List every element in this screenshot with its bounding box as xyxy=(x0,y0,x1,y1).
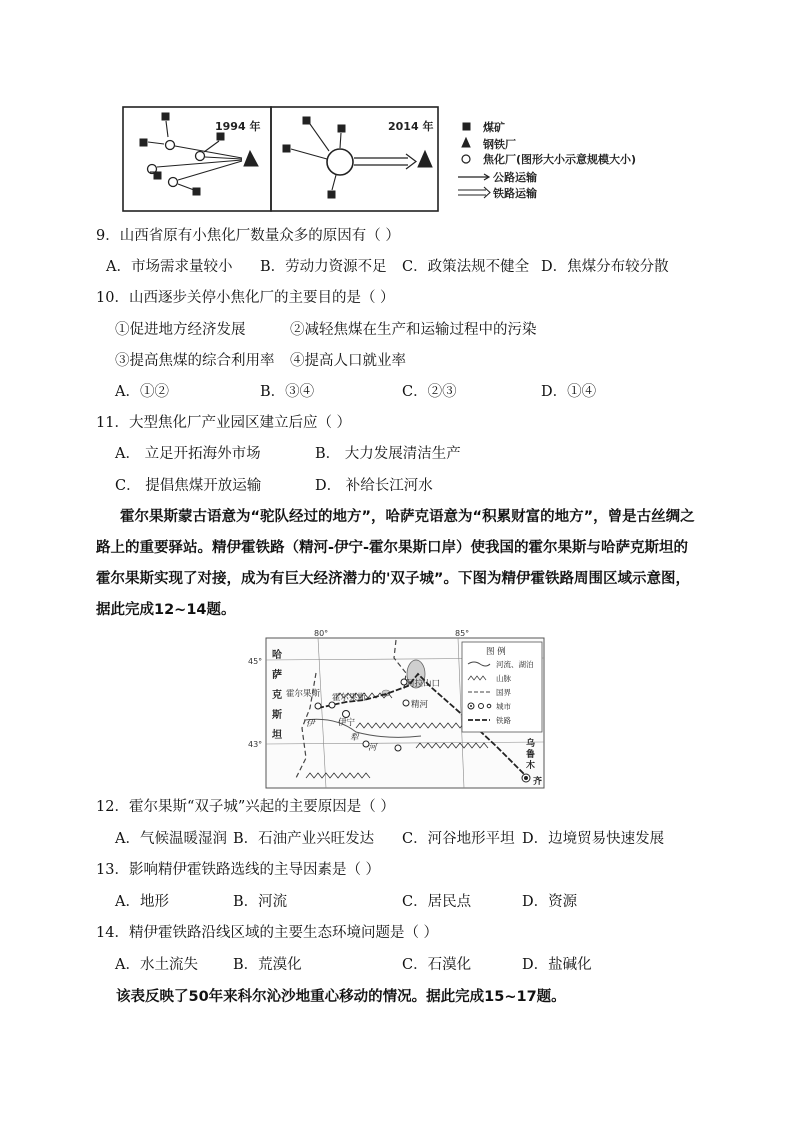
q14-option-d[interactable]: D．盐碱化 xyxy=(522,957,592,973)
q11-stem: 11．大型焦化厂产业园区建立后应（ ） xyxy=(96,415,352,431)
q12-stem: 12．霍尔果斯“双子城”兴起的主要原因是（ ） xyxy=(96,799,395,815)
svg-text:国界: 国界 xyxy=(496,688,511,697)
svg-text:木: 木 xyxy=(526,761,536,771)
steel-plant-icon xyxy=(244,151,258,166)
city-horgos-kz xyxy=(315,703,321,709)
q9-stem: 9．山西省原有小焦化厂数量众多的原因有（ ） xyxy=(96,228,400,244)
q11-option-c[interactable]: C． 提倡焦煤开放运输 xyxy=(115,478,262,494)
panel1-year: 1994 年 xyxy=(215,120,261,133)
legend-road: 公路运输 xyxy=(493,171,537,184)
q10-option-c[interactable]: C．②③ xyxy=(402,384,457,400)
q10-option-d[interactable]: D．①④ xyxy=(541,384,597,400)
legend-coking: 焦化厂(图形大小示意规模大小) xyxy=(483,153,637,166)
svg-text:鲁: 鲁 xyxy=(526,750,536,760)
svg-text:萨: 萨 xyxy=(272,670,282,681)
svg-text:齐: 齐 xyxy=(533,777,543,787)
coal-mine-icon xyxy=(193,188,200,195)
legend-rail: 铁路运输 xyxy=(493,187,537,200)
q14-option-c[interactable]: C．石漠化 xyxy=(402,957,472,973)
panel2-year: 2014 年 xyxy=(388,120,434,133)
q13-option-d[interactable]: D．资源 xyxy=(522,894,578,910)
svg-text:山脉: 山脉 xyxy=(496,674,511,683)
q9-option-d[interactable]: D．焦煤分布较分散 xyxy=(541,259,669,275)
svg-text:哈: 哈 xyxy=(272,650,282,661)
steel-plant-icon xyxy=(418,151,432,167)
q12-option-b[interactable]: B．石油产业兴旺发达 xyxy=(233,831,375,847)
q12-option-d[interactable]: D．边境贸易快速发展 xyxy=(522,831,665,847)
q11-option-a[interactable]: A． 立足开拓海外市场 xyxy=(115,446,261,462)
q10-option-a[interactable]: A．①② xyxy=(115,384,169,400)
legend-coal: 煤矿 xyxy=(483,121,505,134)
svg-text:河流、湖泊: 河流、湖泊 xyxy=(496,660,534,669)
lat-45: 45° xyxy=(248,657,263,666)
coking-plant-icon xyxy=(327,149,353,175)
svg-text:坦: 坦 xyxy=(272,730,282,741)
svg-text:铁路: 铁路 xyxy=(496,716,511,725)
q13-option-b[interactable]: B．河流 xyxy=(233,894,288,910)
map-legend xyxy=(462,642,542,732)
q12-option-c[interactable]: C．河谷地形平坦 xyxy=(402,831,515,847)
q11-option-b[interactable]: B． 大力发展清洁生产 xyxy=(315,446,461,462)
legend-steel: 钢铁厂 xyxy=(483,138,516,151)
svg-text:乌: 乌 xyxy=(526,739,536,749)
svg-text:斯: 斯 xyxy=(272,710,282,721)
passage-horgos: 霍尔果斯蒙古语意为“驼队经过的地方”，哈萨克语意为“积累财富的地方”，曾是古丝绸之路上的重要驿站。精伊霍铁路（精河-伊宁-霍尔果斯口岸）使我国的霍尔果斯与哈萨克斯坦的霍尔果斯实现了对接，成为有巨大经济潜力的'双子城”。下图为精伊霍铁路周围区域示意图，据此完成12~14题。 xyxy=(96,509,695,618)
q10-item-1: ①促进地方经济发展 xyxy=(115,322,246,338)
coal-mine-icon xyxy=(463,123,470,130)
q10-item-4: ④提高人口就业率 xyxy=(290,353,406,369)
q12-option-a[interactable]: A．气候温暖湿润 xyxy=(115,831,227,847)
q14-option-b[interactable]: B．荒漠化 xyxy=(233,957,302,973)
lon-85: 85° xyxy=(455,629,470,638)
q13-option-a[interactable]: A．地形 xyxy=(115,894,169,910)
coal-mine-icon xyxy=(162,113,169,120)
label-yining: 伊宁 xyxy=(338,718,356,728)
coking-diagram xyxy=(118,104,688,216)
label-river-yi: 伊 xyxy=(306,719,315,729)
label-jinghe: 精河 xyxy=(411,700,429,710)
passage-horqin: 该表反映了50年来科尔沁沙地重心移动的情况。据此完成15~17题。 xyxy=(116,989,566,1005)
coking-plant-icon xyxy=(196,152,205,161)
q10-stem: 10．山西逐步关停小焦化厂的主要目的是（ ） xyxy=(96,290,395,306)
label-horgos-kz: 霍尔果斯 xyxy=(286,689,321,699)
coal-mine-icon xyxy=(217,133,224,140)
q10-option-b[interactable]: B．③④ xyxy=(260,384,315,400)
q9-option-b[interactable]: B．劳动力资源不足 xyxy=(260,259,387,275)
coking-plant-icon xyxy=(166,141,175,150)
coal-mine-icon xyxy=(338,125,345,132)
label-river-li: 犁 xyxy=(350,733,359,743)
coal-mine-icon xyxy=(328,191,335,198)
lon-80: 80° xyxy=(314,629,329,638)
label-river-he: 河 xyxy=(368,743,377,753)
q13-stem: 13．影响精伊霍铁路选线的主导因素是（ ） xyxy=(96,862,381,878)
label-horgos-cn: 霍尔果斯 xyxy=(332,693,367,703)
q13-option-c[interactable]: C．居民点 xyxy=(402,894,472,910)
coal-mine-icon xyxy=(140,139,147,146)
q10-item-2: ②减轻焦煤在生产和运输过程中的污染 xyxy=(290,322,537,338)
q14-stem: 14．精伊霍铁路沿线区域的主要生态环境问题是（ ） xyxy=(96,925,439,941)
railway-map xyxy=(246,628,546,790)
q10-item-3: ③提高焦煤的综合利用率 xyxy=(115,353,275,369)
svg-text:克: 克 xyxy=(272,690,282,701)
svg-text:城市: 城市 xyxy=(496,702,511,711)
coking-plant-icon xyxy=(462,155,470,163)
q9-option-c[interactable]: C．政策法规不健全 xyxy=(402,259,530,275)
label-alashankou: 阿拉山口 xyxy=(406,679,441,689)
steel-plant-icon xyxy=(462,138,470,147)
q14-option-a[interactable]: A．水土流失 xyxy=(115,957,198,973)
city-jinghe xyxy=(403,700,409,706)
rail-arrow xyxy=(354,154,416,169)
q9-option-a[interactable]: A．市场需求量较小 xyxy=(106,259,233,275)
q11-option-d[interactable]: D． 补给长江河水 xyxy=(315,478,433,494)
lat-43: 43° xyxy=(248,740,263,749)
coal-mine-icon xyxy=(303,117,310,124)
coal-mine-icon xyxy=(283,145,290,152)
svg-text:图 例: 图 例 xyxy=(486,647,506,657)
city-yining xyxy=(343,711,350,718)
coking-plant-icon xyxy=(169,178,178,187)
